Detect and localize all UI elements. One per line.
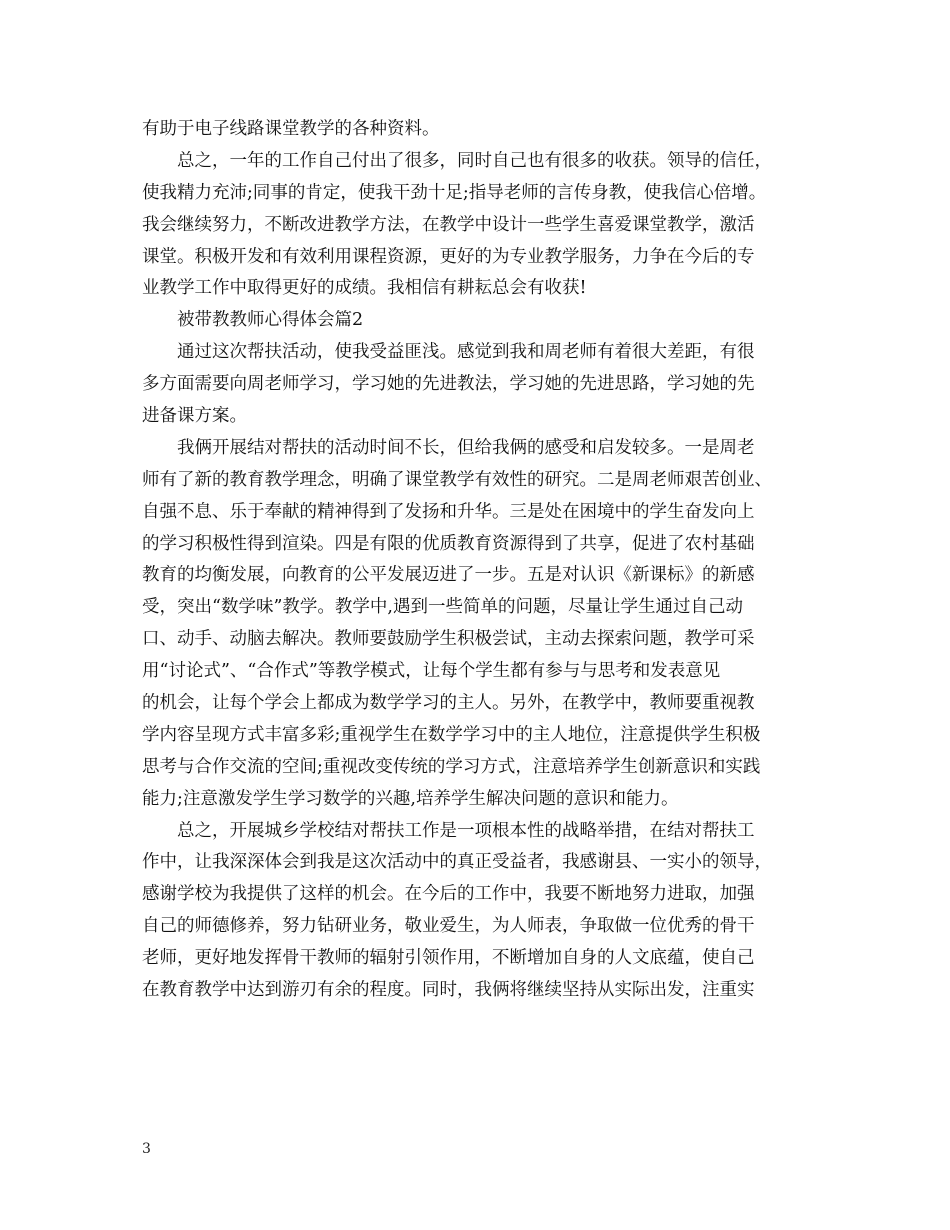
text-line: 总之，一年的工作自己付出了很多，同时自己也有很多的收获。领导的信任， — [142, 150, 772, 171]
text-line: 使我精力充沛;同事的肯定，使我干劲十足;指导老师的言传身教，使我信心倍增。 — [142, 182, 767, 203]
text-line: 老师，更好地发挥骨干教师的辐射引领作用，不断增加自身的人文底蕴，使自己 — [142, 948, 755, 969]
text-line: 能力;注意激发学生学习数学的兴趣,培养学生解决问题的意识和能力。 — [142, 788, 679, 809]
text-line: 的学习积极性得到渲染。四是有限的优质教育资源得到了共享，促进了农村基础 — [142, 533, 755, 554]
text-line: 受，突出“数学味”教学。教学中,遇到一些简单的问题，尽量让学生通过自己动 — [142, 597, 743, 618]
text-line: 在教育教学中达到游刃有余的程度。同时，我俩将继续坚持从实际出发，注重实 — [142, 980, 755, 1001]
text-line: 的机会，让每个学会上都成为数学学习的主人。另外，在教学中，教师要重视教 — [142, 693, 755, 714]
text-line: 教育的均衡发展，向教育的公平发展迈进了一步。五是对认识《新课标》的新感 — [142, 565, 755, 586]
text-line: 我俩开展结对帮扶的活动时间不长，但给我俩的感受和启发较多。一是周老 — [142, 437, 755, 458]
text-line: 用“讨论式”、“合作式”等教学模式，让每个学生都有参与与思考和发表意见 — [142, 661, 721, 682]
text-line: 自己的师德修养，努力钻研业务，敬业爱生，为人师表，争取做一位优秀的骨干 — [142, 916, 755, 937]
text-line: 有助于电子线路课堂教学的各种资料。 — [142, 119, 440, 139]
text-line: 师有了新的教育教学理念，明确了课堂教学有效性的研究。二是周老师艰苦创业、 — [142, 469, 772, 490]
text-line: 口、动手、动脑去解决。教师要鼓励学生积极尝试，主动去探索问题，教学可采 — [142, 629, 755, 650]
body-text — [142, 114, 810, 1007]
text-line: 自强不息、乐于奉献的精神得到了发扬和升华。三是处在困境中的学生奋发向上 — [142, 501, 755, 522]
text-line: 被带教教师心得体会篇2 — [142, 310, 364, 331]
text-line: 总之，开展城乡学校结对帮扶工作是一项根本性的战略举措，在结对帮扶工 — [142, 820, 755, 841]
text-line: 作中，让我深深体会到我是这次活动中的真正受益者，我感谢县、一实小的领导， — [142, 852, 772, 873]
text-line: 感谢学校为我提供了这样的机会。在今后的工作中，我要不断地努力进取，加强 — [142, 884, 755, 905]
text-line: 业教学工作中取得更好的成绩。我相信有耕耘总会有收获! — [142, 278, 587, 299]
text-line: 课堂。积极开发和有效利用课程资源，更好的为专业教学服务，力争在今后的专 — [142, 246, 755, 267]
text-line: 通过这次帮扶活动，使我受益匪浅。感觉到我和周老师有着很大差距，有很 — [142, 342, 755, 363]
text-line: 多方面需要向周老师学习，学习她的先进教法，学习她的先进思路，学习她的先 — [142, 374, 755, 395]
text-line: 学内容呈现方式丰富多彩;重视学生在数学学习中的主人地位，注意提供学生积极 — [142, 724, 761, 745]
page-number: 3 — [142, 1141, 151, 1157]
text-line: 我会继续努力，不断改进教学方法，在教学中设计一些学生喜爱课堂教学，激活 — [142, 214, 755, 235]
text-line: 思考与合作交流的空间;重视改变传统的学习方式，注意培养学生创新意识和实践 — [142, 756, 761, 777]
text-line: 进备课方案。 — [142, 406, 247, 427]
